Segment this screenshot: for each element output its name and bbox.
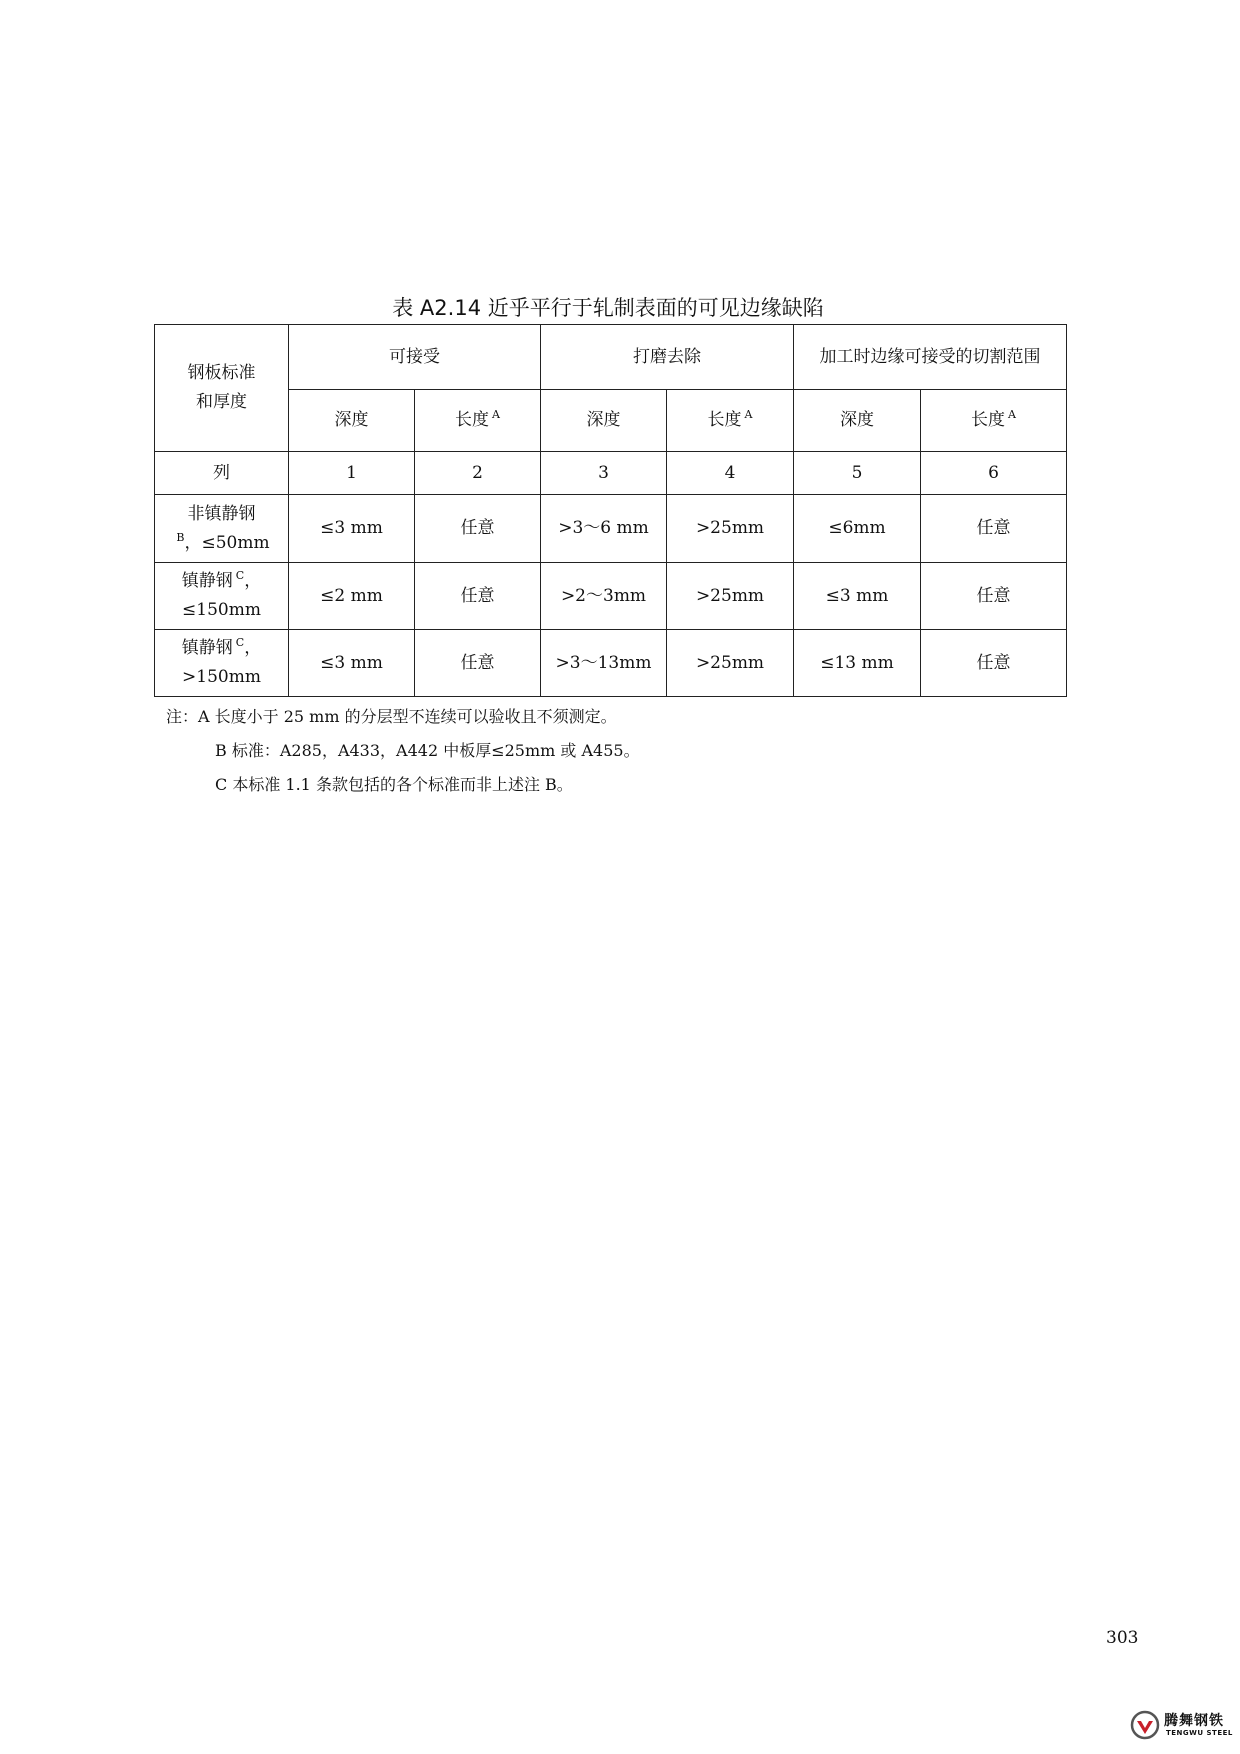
table-row — [155, 495, 1067, 563]
table-cell: ≤2 mm — [289, 563, 415, 630]
table-cell: >25mm — [667, 495, 794, 563]
table-cell: 任意 — [921, 495, 1067, 563]
table-cell: ≤13 mm — [794, 630, 921, 697]
header-row-sub — [155, 390, 1067, 452]
table-cell: >3～6 mm — [541, 495, 667, 563]
logo-text-en: TENGWU STEEL — [1166, 1729, 1233, 1737]
table-cell: >2～3mm — [541, 563, 667, 630]
sub-depth-1: 深度 — [289, 390, 415, 452]
table-cell: ≤3 mm — [289, 630, 415, 697]
table-cell: 任意 — [415, 630, 541, 697]
note-c: C 本标准 1.1 条款包括的各个标准而非上述注 B。 — [215, 775, 573, 794]
table-cell: 任意 — [415, 495, 541, 563]
col-number: 4 — [667, 452, 794, 495]
table-caption: 表 A2.14 近乎平行于轧制表面的可见边缘缺陷 — [392, 296, 824, 320]
column-number-row — [155, 452, 1067, 495]
note-a: 注：A 长度小于 25 mm 的分层型不连续可以验收且不须测定。 — [166, 707, 617, 726]
logo-text-cn: 腾舞钢铁 — [1164, 1713, 1224, 1729]
group-cutting-range: 加工时边缘可接受的切割范围 — [794, 325, 1067, 390]
steel-type-cell: 镇静钢 $^C$， ≤150mm — [155, 563, 289, 630]
col-number: 6 — [921, 452, 1067, 495]
row-header-line-1: 钢板标准 — [187, 363, 256, 383]
group-grind-removal: 打磨去除 — [541, 325, 794, 390]
col-number: 3 — [541, 452, 667, 495]
logo-emblem-icon — [1130, 1710, 1160, 1740]
col-number: 5 — [794, 452, 921, 495]
table-cell: >3～13mm — [541, 630, 667, 697]
note-b: B 标准：A285，A433，A442 中板厚≤25mm 或 A455。 — [215, 741, 640, 760]
table-cell: >25mm — [667, 563, 794, 630]
table-cell: >25mm — [667, 630, 794, 697]
header-row-groups — [155, 325, 1067, 390]
table-cell: 任意 — [921, 563, 1067, 630]
table-cell: 任意 — [415, 563, 541, 630]
table-cell: ≤3 mm — [794, 563, 921, 630]
table-row — [155, 563, 1067, 630]
col-number: 1 — [289, 452, 415, 495]
sub-length-2: 长度 $^A$ — [415, 390, 541, 452]
page-number: 303 — [1106, 1628, 1139, 1648]
table-notes — [166, 702, 640, 804]
row-header-cell — [155, 325, 289, 452]
sub-length-4: 长度 $^A$ — [667, 390, 794, 452]
table-cell: ≤6mm — [794, 495, 921, 563]
col-number: 2 — [415, 452, 541, 495]
table-row — [155, 630, 1067, 697]
steel-type-cell: 非镇静钢 $^B$，≤50mm — [155, 495, 289, 563]
table-cell: ≤3 mm — [289, 495, 415, 563]
col-label: 列 — [155, 452, 289, 495]
company-logo — [1130, 1706, 1234, 1746]
sub-depth-5: 深度 — [794, 390, 921, 452]
group-acceptable: 可接受 — [289, 325, 541, 390]
steel-type-cell: 镇静钢 $^C$， >150mm — [155, 630, 289, 697]
row-header-line-2: 和厚度 — [196, 392, 247, 412]
table-cell: 任意 — [921, 630, 1067, 697]
defect-table — [154, 324, 1067, 697]
sub-depth-3: 深度 — [541, 390, 667, 452]
sub-length-6: 长度 $^A$ — [921, 390, 1067, 452]
